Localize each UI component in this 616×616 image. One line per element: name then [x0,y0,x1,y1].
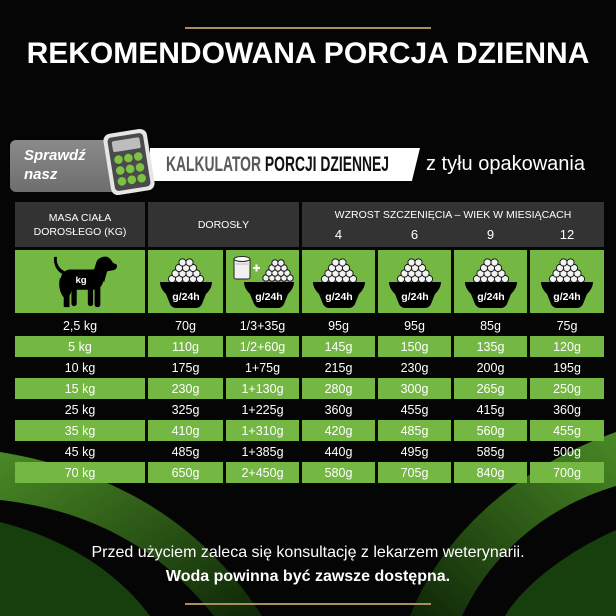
cell-month-12: 250g [530,378,604,399]
cell-month-12: 500g [553,444,581,459]
icon-cell-adult-mixed [226,250,299,313]
dog-icon [48,255,118,309]
cell-weight: 70 kg [15,462,145,483]
consult-note: Przed użyciem zaleca się konsultację z lekarzem weterynarii. [91,544,525,561]
cell-month-4: 580g [302,462,375,483]
cell-month-6: 495g [400,444,429,459]
unit-label: g/24h [476,291,505,303]
location-text: z tyłu opakowania [426,153,585,175]
cell-month-12: 75g [556,318,578,333]
cell-adult-dry: 70g [175,318,196,333]
cell-weight: 15 kg [15,378,145,399]
cell-month-12: 455g [530,420,604,441]
cell-month-6: 705g [378,462,451,483]
cell-month-6: 300g [378,378,451,399]
month-label: 4 [334,227,343,242]
table-row [15,315,604,336]
icon-cell-month-12 [530,250,604,313]
table-header [15,202,604,247]
water-note: Woda powinna być zawsze dostępna. [165,568,451,585]
header-puppy-label: WZROST SZCZENIĘCIA – WIEK W MIESIĄCACH [334,209,572,221]
weight-unit-label: kg [75,274,87,286]
cell-adult-mixed: 1+310g [226,420,299,441]
cell-month-6: 455g [400,402,429,417]
header-adult-label: DOROSŁY [197,218,250,231]
table-body [15,315,604,483]
cell-month-12: 195g [553,360,581,375]
cell-adult-mixed: 1+385g [241,444,284,459]
cell-adult-dry: 410g [148,420,223,441]
cell-adult-mixed: 2+450g [226,462,299,483]
calculator-icon [98,126,160,198]
cell-adult-mixed: 1/3+35g [239,318,286,333]
calculator-word: KALKULATOR [166,153,261,176]
unit-label: g/24h [400,291,429,303]
icon-cell-month-6 [378,250,451,313]
cell-adult-dry: 230g [148,378,223,399]
cell-month-4: 145g [302,336,375,357]
table-row [15,441,604,462]
table-row [15,462,604,483]
month-label: 6 [410,227,419,242]
cell-month-9: 840g [454,462,527,483]
cell-month-9: 135g [454,336,527,357]
month-label: 9 [486,227,495,242]
cell-adult-dry: 650g [148,462,223,483]
cell-weight: 35 kg [15,420,145,441]
can-plus-bowl-icon [230,254,296,310]
icon-cell-weight [15,250,145,313]
icon-cell-adult-dry [148,250,223,313]
cell-adult-mixed: 1+75g [244,360,281,375]
cell-month-4: 440g [324,444,353,459]
header-adult [148,202,299,247]
cell-month-6: 95g [404,318,425,333]
table-row [15,378,604,399]
cell-month-4: 95g [328,318,349,333]
cell-adult-mixed: 1+225g [241,402,284,417]
cell-adult-dry: 325g [171,402,200,417]
cell-adult-dry: 485g [171,444,200,459]
icon-cell-month-4 [302,250,375,313]
bowl-icon [463,254,519,310]
bowl-icon [539,254,595,310]
unit-label: g/24h [324,291,353,303]
month-labels [302,227,604,243]
cell-month-4: 280g [302,378,375,399]
cell-adult-dry: 175g [171,360,200,375]
month-label: 12 [559,227,575,242]
calculator-banner-text [166,152,389,178]
bottom-divider [185,603,431,605]
cell-adult-dry: 110g [148,336,223,357]
cell-month-9: 85g [480,318,501,333]
unit-label: g/24h [171,291,200,303]
bowl-icon [158,254,214,310]
bowl-icon [311,254,367,310]
table-row [15,420,604,441]
icon-row [15,250,604,313]
table-row [15,357,604,378]
cell-month-6: 150g [378,336,451,357]
table-row [15,336,604,357]
cell-weight: 10 kg [64,360,96,375]
icon-cell-month-9 [454,250,527,313]
cell-adult-mixed: 1+130g [226,378,299,399]
check-line-2: nasz [24,166,58,183]
cell-month-12: 120g [530,336,604,357]
header-weight [15,202,145,247]
unit-label: g/24h [254,291,283,303]
cell-month-9: 560g [454,420,527,441]
header-weight-line-2: DOROSŁEGO (KG) [33,225,127,238]
feeding-table [15,202,604,483]
cell-month-9: 265g [454,378,527,399]
cell-month-12: 360g [553,402,581,417]
cell-month-12: 700g [530,462,604,483]
unit-label: g/24h [553,291,581,303]
cell-month-4: 215g [324,360,353,375]
cell-month-6: 230g [400,360,429,375]
cell-adult-mixed: 1/2+60g [226,336,299,357]
header-puppy [302,202,604,247]
cell-month-6: 485g [378,420,451,441]
cell-weight: 2,5 kg [62,318,98,333]
portion-words: PORCJI DZIENNEJ [264,153,389,176]
page-title: REKOMENDOWANA PORCJA DZIENNA [26,37,590,70]
cell-month-4: 360g [324,402,353,417]
bowl-icon [387,254,443,310]
cell-month-4: 420g [302,420,375,441]
check-tab-text [24,146,86,184]
cell-month-9: 415g [476,402,505,417]
cell-month-9: 585g [476,444,505,459]
top-divider [185,27,431,29]
cell-weight: 5 kg [15,336,145,357]
cell-weight: 45 kg [64,444,96,459]
header-weight-line-1: MASA CIAŁA [48,211,112,224]
cell-weight: 25 kg [64,402,96,417]
cell-month-9: 200g [476,360,505,375]
check-line-1: Sprawdź [24,147,86,164]
table-row [15,399,604,420]
